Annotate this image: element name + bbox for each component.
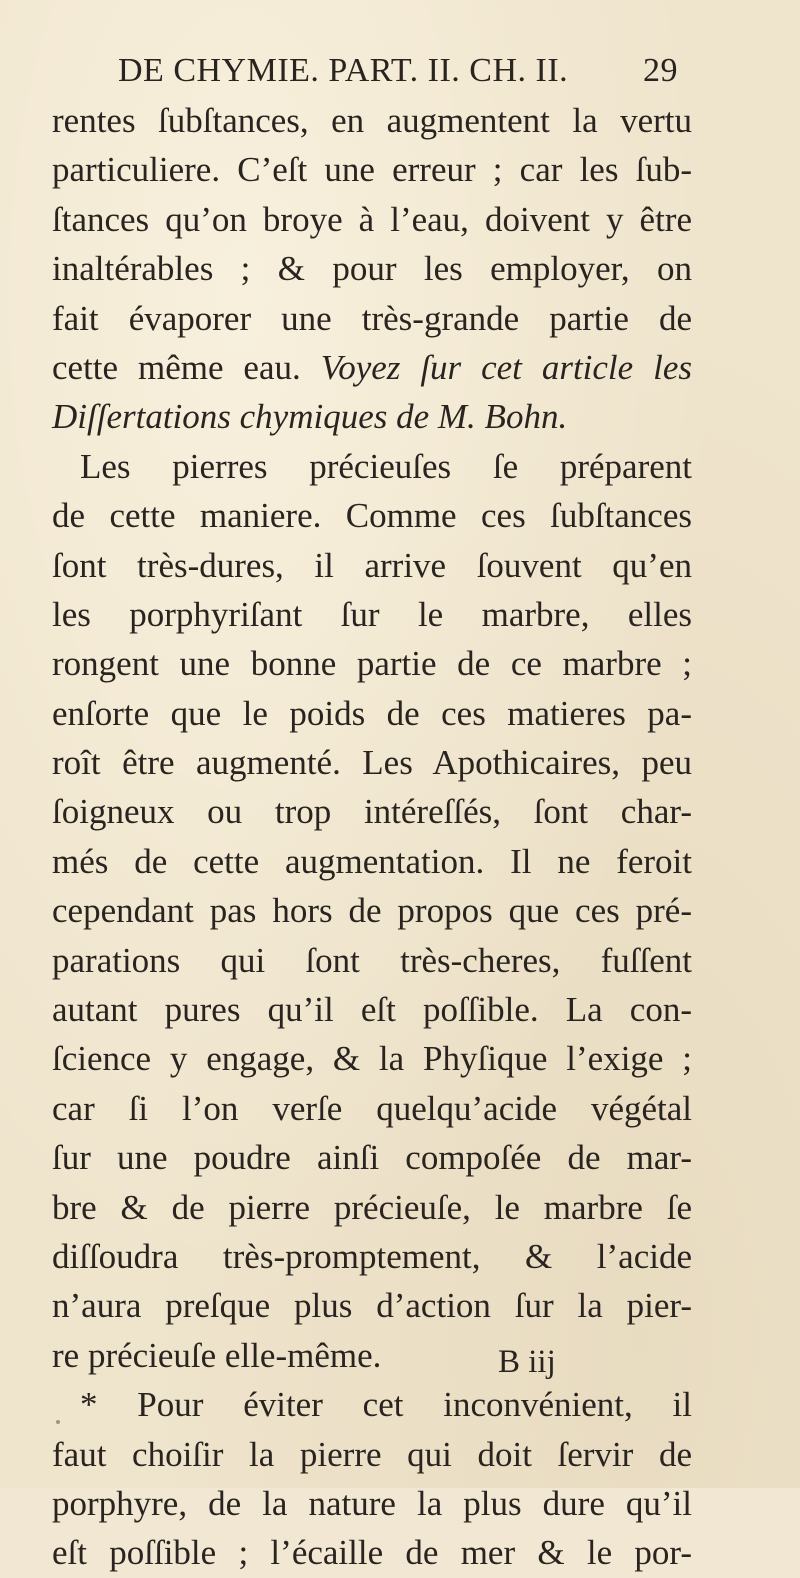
text-line: diſſoudra très-promptement, & l’acide: [52, 1236, 692, 1276]
text-line: eſt poſſible ; l’écaille de mer & le por-: [52, 1533, 692, 1573]
text-line: ſtances qu’on broye à l’eau, doivent y être: [52, 199, 692, 239]
page-header: [118, 52, 678, 96]
text-line: cependant pas hors de propos que ces pré-: [52, 891, 692, 931]
text-line: porphyre, de la nature la plus dure qu’il: [52, 1483, 692, 1523]
text-line: ſont très-dures, il arrive ſouvent qu’en: [52, 545, 692, 585]
text-line: ſoigneux ou trop intéreſſés, ſont char-: [52, 792, 692, 832]
paragraph-start-line: * Pour éviter cet inconvénient, il: [80, 1385, 692, 1425]
text-fragment: cette même eau.: [52, 347, 321, 387]
text-line: de cette maniere. Comme ces ſubſtances: [52, 496, 692, 536]
text-line: fait évaporer une très-grande partie de: [52, 298, 692, 338]
text-line: particuliere. C’eſt une erreur ; car les ſub-: [52, 150, 692, 190]
text-line: re précieuſe elle-même.: [52, 1335, 382, 1375]
citation-reference: Voyez ſur cet article les: [320, 347, 693, 387]
paragraph-start-line: Les pierres précieuſes ſe préparent: [80, 446, 692, 486]
signature-mark: B iij: [498, 1344, 556, 1380]
text-line: ſur une poudre ainſi compoſée de mar-: [52, 1138, 692, 1178]
text-line: enſorte que le poids de ces matieres pa-: [52, 693, 692, 733]
page-number: 29: [643, 52, 678, 89]
ink-speck: [56, 1420, 60, 1424]
text-line: parations qui ſont très-cheres, fuſſent: [52, 940, 692, 980]
text-line: car ſi l’on verſe quelqu’acide végétal: [52, 1088, 692, 1128]
text-line: [52, 392, 692, 441]
text-line: rongent une bonne partie de ce marbre ;: [52, 644, 692, 684]
running-head: DE CHYMIE. PART. II. CH. II.: [118, 52, 569, 89]
text-line: més de cette augmentation. Il ne feroit: [52, 841, 692, 881]
body-text: [52, 96, 692, 1578]
text-line: autant pures qu’il eſt poſſible. La con-: [52, 990, 692, 1030]
text-line: bre & de pierre précieuſe, le marbre ſe: [52, 1187, 692, 1227]
text-line: inaltérables ; & pour les employer, on: [52, 249, 692, 289]
text-line: rentes ſubſtances, en augmentent la vertu: [52, 101, 692, 140]
citation-title: Diſſertations chymiques de M. Bohn.: [52, 397, 568, 437]
text-line: les porphyriſant ſur le marbre, elles: [52, 594, 692, 634]
text-line: roît être augmenté. Les Apothicaires, peu: [52, 743, 692, 783]
text-line: faut choiſir la pierre qui doit ſervir de: [52, 1434, 692, 1474]
text-line: n’aura preſque plus d’action ſur la pier-: [52, 1286, 692, 1326]
text-line: [52, 343, 692, 392]
text-line: ſcience y engage, & la Phyſique l’exige ;: [52, 1039, 692, 1079]
